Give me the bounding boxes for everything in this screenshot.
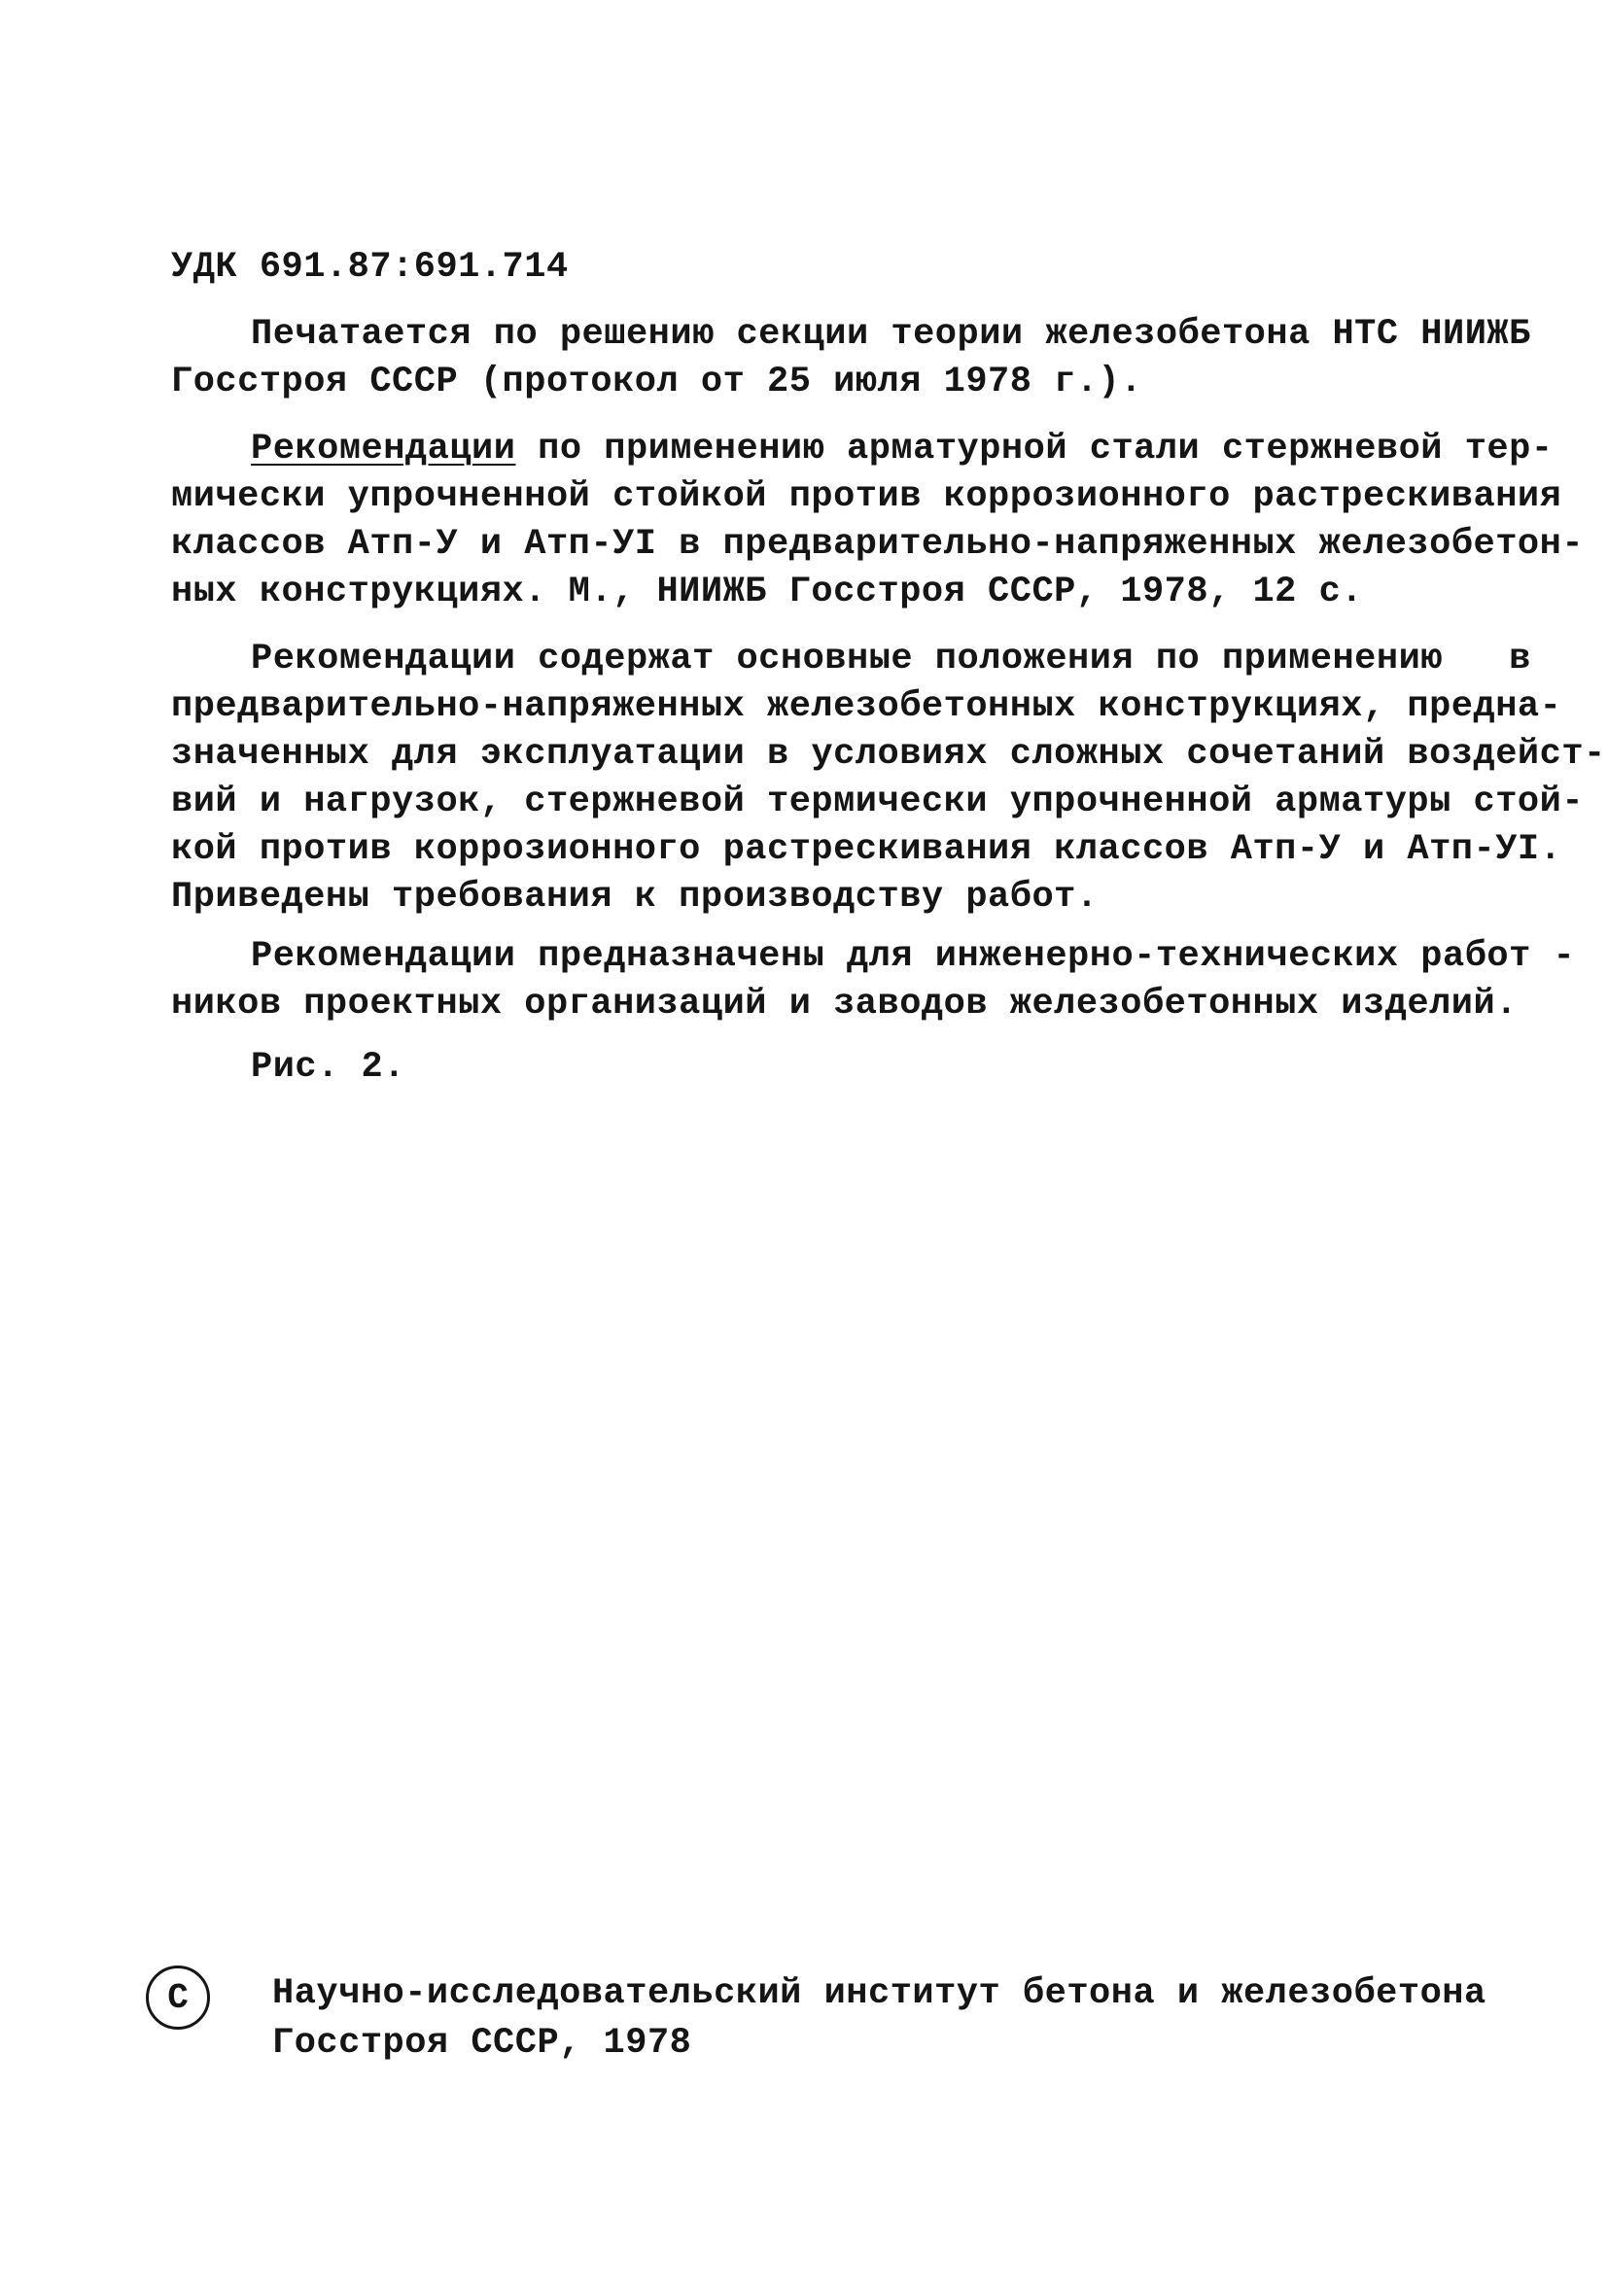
- citation-line-1: [171, 426, 1554, 473]
- citation-line-2: мически упрочненной стойкой против коррозионного растрескивания: [171, 476, 1562, 517]
- audience-line-2: ников проектных организаций и заводов железобетонных изделий.: [171, 984, 1518, 1025]
- copyright-line-2: Госстроя СССР, 1978: [272, 2023, 692, 2064]
- figures-count: Рис. 2.: [251, 1047, 405, 1088]
- copyright-holder: [272, 1969, 1486, 2069]
- approval-note: [171, 311, 1531, 406]
- copyright-line-1: Научно-исследовательский институт бетона и железобетона: [272, 1973, 1486, 2014]
- approval-line-2: Госстроя СССР (протокол от 25 июля 1978 г.).: [171, 362, 1142, 402]
- udk-code: УДК 691.87:691.714: [171, 247, 569, 288]
- citation-title-word: Рекомендации: [251, 429, 516, 470]
- summary-line-4: вий и нагрузок, стержневой термически упрочненной арматуры стой-: [171, 782, 1585, 822]
- audience-line-1: Рекомендации предназначены для инженерно-технических работ -: [251, 936, 1576, 977]
- citation-line-4: ных конструкциях. М., НИИЖБ Госстроя СССР, 1978, 12 с.: [171, 572, 1363, 612]
- summary-line-6: Приведены требования к производству работ.: [171, 877, 1099, 918]
- summary-paragraph: [171, 636, 1606, 922]
- summary-line-3: значенных для эксплуатации в условиях сложных сочетаний воздейст-: [171, 734, 1606, 775]
- summary-line-2: предварительно-напряженных железобетонных конструкциях, предна-: [171, 686, 1562, 727]
- audience-paragraph: [171, 933, 1576, 1028]
- citation-line-1-rest: по применению арматурной стали стержневой тер-: [515, 429, 1554, 470]
- summary-line-1: Рекомендации содержат основные положения по применению в: [251, 639, 1531, 679]
- approval-line-1: Печатается по решению секции теории железобетона НТС НИИЖБ: [251, 314, 1531, 355]
- copyright-icon: С: [146, 1966, 210, 2030]
- summary-line-5: кой против коррозионного растрескивания классов Атп-У и Атп-УI.: [171, 829, 1562, 870]
- citation-line-3: классов Атп-У и Атп-УI в предварительно-напряженных железобетон-: [171, 524, 1585, 565]
- bibliographic-citation: [171, 426, 1585, 616]
